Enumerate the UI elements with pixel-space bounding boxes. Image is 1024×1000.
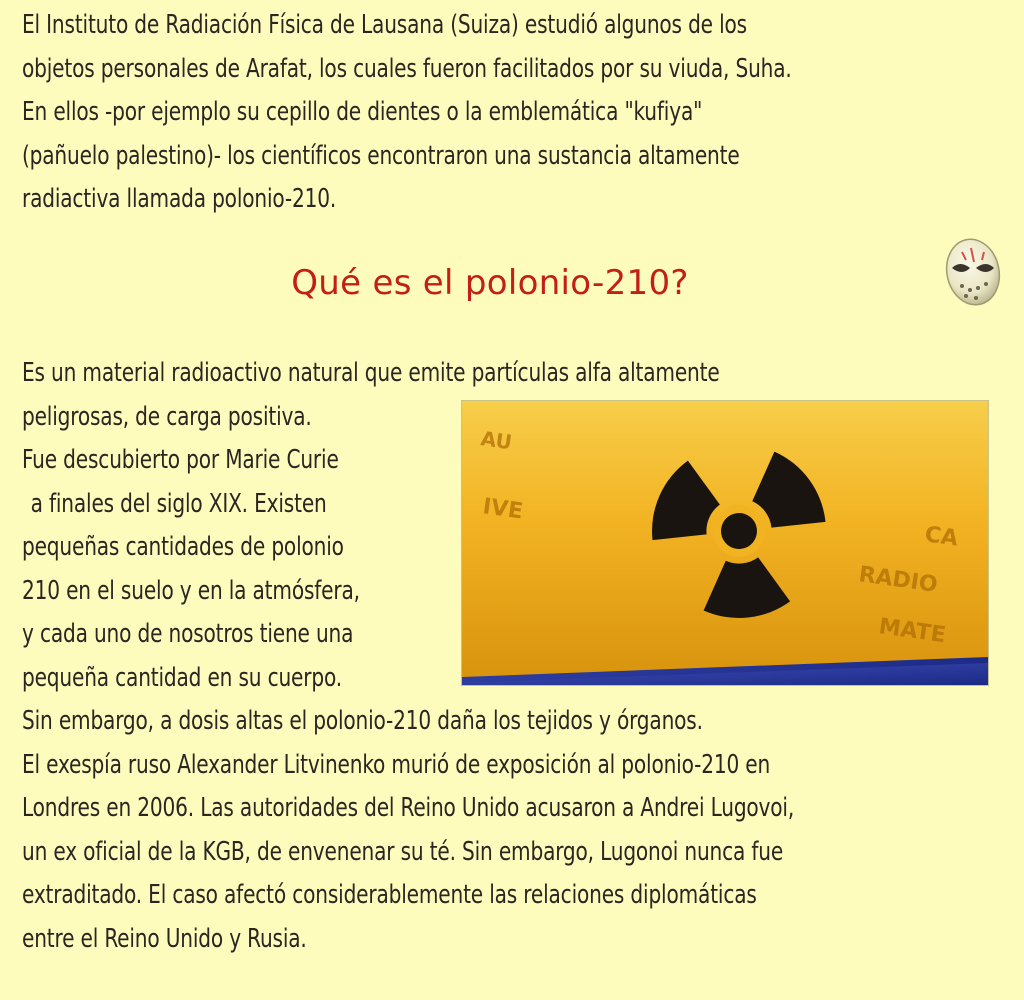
body-line: El exespía ruso Alexander Litvinenko murió de exposición al polonio-210 en (22, 749, 771, 780)
tape-label: MATE (877, 614, 948, 649)
body-line: pequeña cantidad en su cuerpo. (22, 662, 342, 693)
body-line: Sin embargo, a dosis altas el polonio-210 daña los tejidos y órganos. (22, 706, 703, 736)
body-line: Fue descubierto por Marie Curie (22, 445, 339, 475)
body-line: entre el Reino Unido y Rusia. (22, 923, 307, 954)
intro-line: radiactiva llamada polonio-210. (22, 184, 337, 214)
body-line: a finales del siglo XIX. Existen (30, 488, 327, 519)
intro-line: El Instituto de Radiación Física de Lausana (Suiza) estudió algunos de los (22, 10, 747, 40)
body-line: Londres en 2006. Las autoridades del Reino Unido acusaron a Andrei Lugovoi, (22, 793, 795, 823)
tape-label: CA (923, 522, 960, 552)
body-line: extraditado. El caso afectó considerablemente las relaciones diplomáticas (22, 880, 757, 910)
intro-paragraph (22, 4, 792, 222)
body-line: 210 en el suelo y en la atmósfera, (22, 575, 360, 606)
body-line: Es un material radioactivo natural que emite partículas alfa altamente (22, 358, 720, 388)
body-line: peligrosas, de carga positiva. (22, 401, 312, 432)
tape-label: RADIO (857, 562, 939, 598)
intro-line: En ellos -por ejemplo su cepillo de dientes o la emblemática "kufiya" (22, 97, 703, 127)
tape-label: AU (479, 426, 514, 455)
body-line: un ex oficial de la KGB, de envenenar su té. Sin embargo, Lugonoi nunca fue (22, 836, 784, 867)
section-heading: Qué es el polonio-210? (291, 263, 689, 303)
body-line: y cada uno de nosotros tiene una (22, 619, 354, 649)
radiation-tape-photo (462, 401, 988, 685)
intro-line: objetos personales de Arafat, los cuales fueron facilitados por su viuda, Suha. (22, 53, 792, 84)
tape-label: IVE (481, 494, 525, 525)
body-line: pequeñas cantidades de polonio (22, 532, 344, 562)
intro-line: (pañuelo palestino)- los científicos encontraron una sustancia altamente (22, 140, 740, 171)
